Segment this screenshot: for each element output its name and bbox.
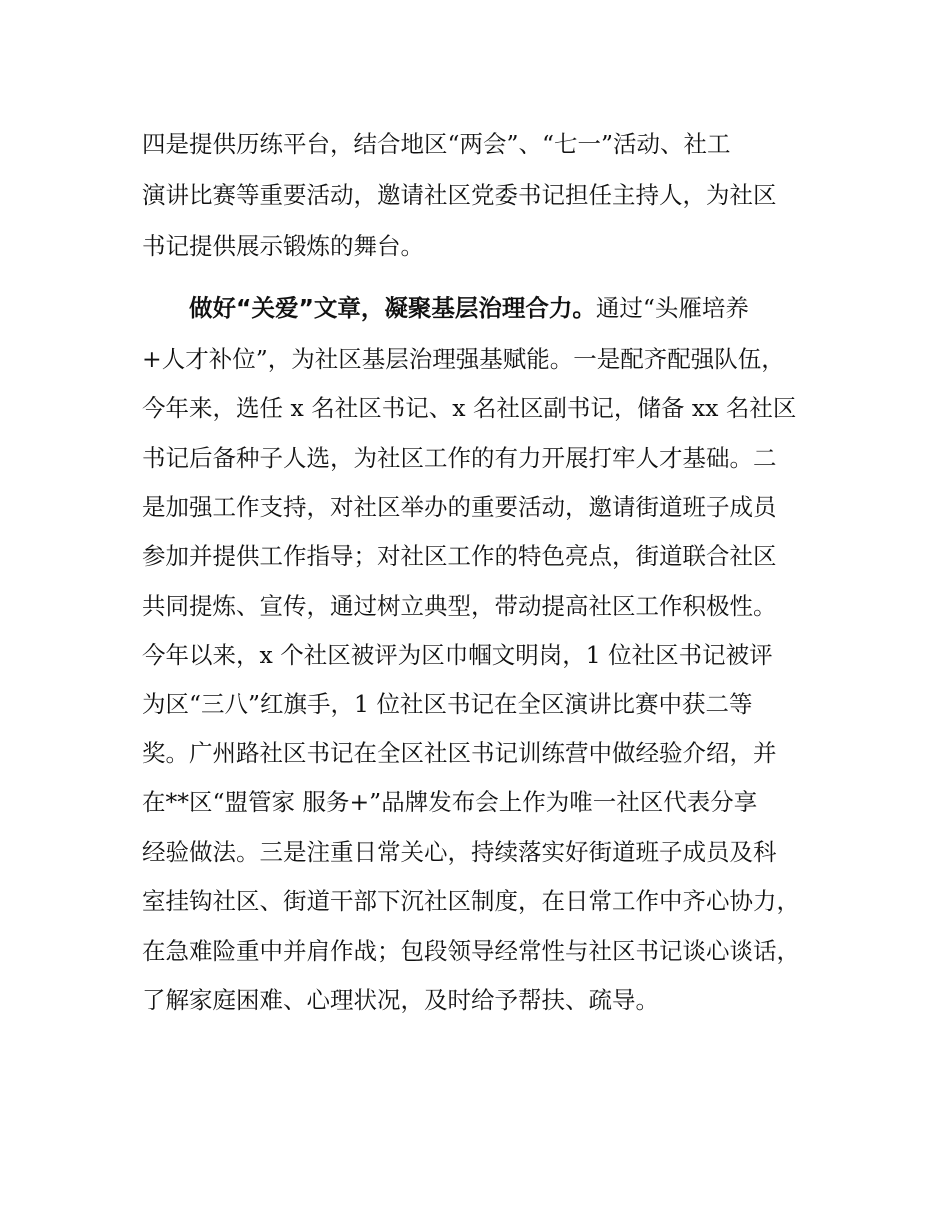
- paragraph-2-line: 是加强工作支持，对社区举办的重要活动，邀请街道班子成员: [142, 493, 777, 521]
- paragraph-2-line: 参加并提供工作指导；对社区工作的特色亮点，街道联合社区: [142, 542, 777, 570]
- paragraph-2-line: +人才补位”，为社区基层治理强基赋能。一是配齐配强队伍，: [142, 345, 785, 373]
- paragraph-2-heading: 做好“关爱”文章，凝聚基层治理合力。: [189, 294, 596, 322]
- paragraph-1-line-3: 书记提供展示锻炼的舞台。: [142, 232, 424, 260]
- paragraph-2-line: 为区“三八”红旗手，1 位社区书记在全区演讲比赛中获二等: [142, 690, 753, 718]
- paragraph-2-line: 在**区“盟管家 服务+”品牌发布会上作为唯一社区代表分享: [142, 788, 758, 816]
- paragraph-2-first-line: [189, 293, 749, 323]
- paragraph-2-line: 书记后备种子人选，为社区工作的有力开展打牢人才基础。二: [142, 444, 777, 472]
- paragraph-2-line: 共同提炼、宣传，通过树立典型，带动提高社区工作积极性。: [142, 592, 777, 620]
- paragraph-2-line: 室挂钩社区、街道干部下沉社区制度，在日常工作中齐心协力，: [142, 887, 800, 915]
- paragraph-2-line: 奖。广州路社区书记在全区社区书记训练营中做经验介绍，并: [142, 739, 777, 767]
- paragraph-2-line: 今年以来，x 个社区被评为区巾帼文明岗，1 位社区书记被评: [142, 641, 773, 669]
- paragraph-1-line-2: 演讲比赛等重要活动，邀请社区党委书记担任主持人，为社区: [142, 181, 777, 209]
- paragraph-2-line: 在急难险重中并肩作战；包段领导经常性与社区书记谈心谈话，: [142, 937, 800, 965]
- paragraph-2-line: 今年来，选任 x 名社区书记、x 名社区副书记，储备 xx 名社区: [142, 394, 797, 422]
- paragraph-2-line: 了解家庭困难、心理状况，及时给予帮扶、疏导。: [142, 986, 659, 1014]
- paragraph-2-first-line-text: 通过“头雁培养: [595, 294, 749, 322]
- paragraph-1-line-1: 四是提供历练平台，结合地区“两会”、“七一”活动、社工: [142, 130, 731, 158]
- paragraph-2-line: 经验做法。三是注重日常关心，持续落实好街道班子成员及科: [142, 838, 777, 866]
